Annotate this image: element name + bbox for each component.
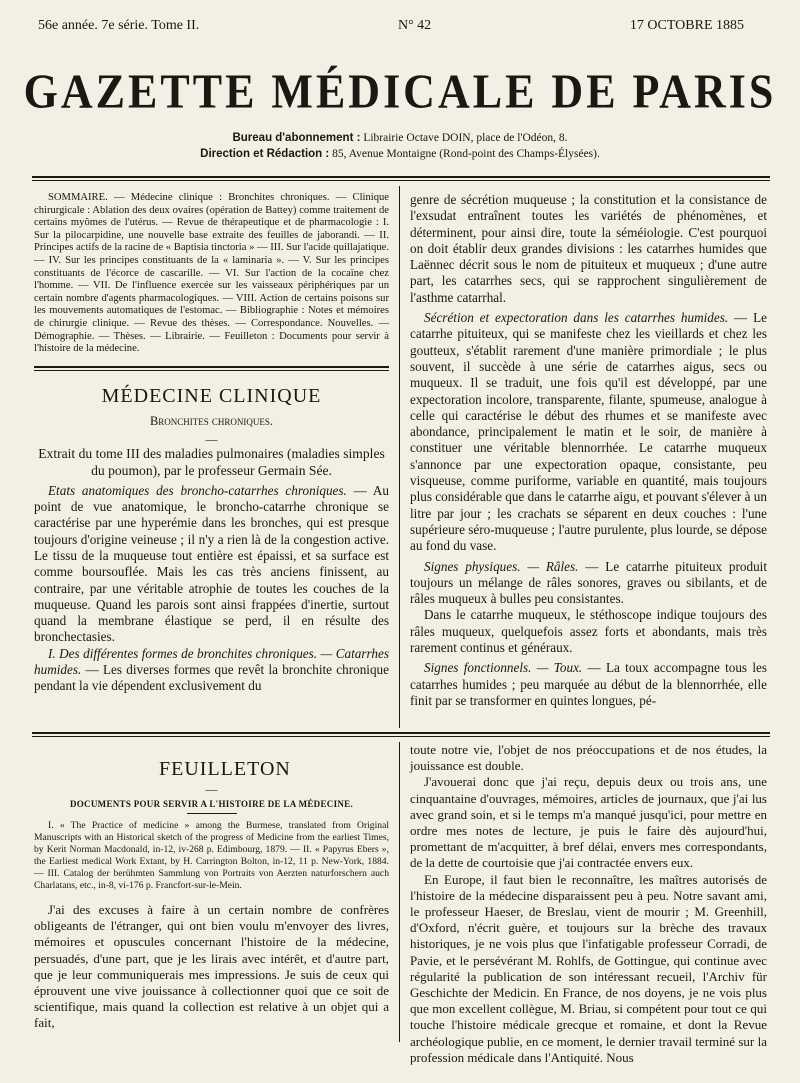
direction-line (0, 148, 800, 160)
clinique-p1-text: — Au point de vue anatomique, le broncho-catarrhe chronique se caractérise par une hyperémie dans les bronches, qui est presque toujours d'origine veineuse ; il n'y a rien là de la congestion active. Le tissu de la muqueuse tout entière est épaissi, et sa surface est comme boursouflée. Mais les cas très anciens finissent, au contraire, par une véritable atrophie de toutes les couches de la muqueuse. Quand les parois sont ainsi frappées d'inertie, surtout quand la membrane élastique se perd, il en résulte des bronchectasies. (34, 482, 390, 645)
masthead-title: GAZETTE MÉDICALE DE PARIS (23, 64, 777, 119)
right-paragraph-3 (410, 559, 767, 608)
clinique-p2-text: — Les diverses formes que revêt la bronchite chronique pendant la vie dépendent exclusivement du (34, 661, 389, 694)
feuilleton-right-paragraph-3: En Europe, il faut bien le reconnaître, les maîtres autorisés de l'histoire de la médecine disparaissent peu à peu. Notre savant ami, le professeur Haeser, de Breslau, vient de mourir ; M. Greenhill, d'Oxford, n'écrit guère, et toujours sur la brèche des travaux historiques, je ne vois plus que l'infatigable professeur Corradi, de Pavie, et le persévérant M. Rohlfs, de Gottingue, qui continue avec régularité la publication de son intéressant recueil, l'Archiv für Geschichte der Medicin. En France, de nos doyens, je ne vois plus que mon excellent collègue, M. Briau, si compétent pour tout ce qui touche l'histoire médicale grecque et romaine, et dont la Revue archéologique publie, en ce moment, le dernier travail terminé sur la profession médicale dans l'Antiquité. Nous (410, 871, 767, 1065)
summary-label: SOMMAIRE. (48, 192, 108, 203)
right-p5-text: — La toux accompagne tous les catarrhes humides ; peu marquée au début de la blennorrhée, elle finit par se transformer en quintes longues, pé- (410, 660, 767, 708)
feuilleton-left (34, 758, 389, 1032)
column-divider-upper (399, 186, 400, 728)
header-rule (32, 176, 770, 178)
bureau-label: Bureau d'abonnement : (232, 132, 361, 144)
feuilleton-right (410, 742, 767, 1066)
clinique-paragraph-1 (34, 483, 389, 646)
feuilleton-right-paragraph-2: J'avouerai donc que j'ai reçu, depuis deux ou trois ans, une cinquantaine d'ouvrages, mémoires, articles de journaux, que j'ai lus avec grand soin, et si le temps m'a manqué jusqu'ici, pour mettre en ordre mes notes de lecture, je puis le faire dès aujourd'hui, promettant de m'acquitter, à bref délai, envers mes correspondants, de la dette de courtoisie que j'ai contractée envers eux. (410, 774, 767, 871)
summary-text: — Médecine clinique : Bronchites chroniques. — Clinique chirurgicale : Ablation des deux ovaires (opération de Battey) comme traitement de certains myômes de l'utérus. — Revue de thérapeutique et de pharmacologie : I. Sur la pilocarpidine, une nouvelle base extraite des feuilles de jaborandi. — II. Principes actifs de la racine de « Baptisia tinctoria » — III. Sur l'acide quillajatique. — IV. Sur les principes constituants de la « laminaria ». — V. Sur les principes constituants de l'écorce de cascarille. — VI. Sur l'action de la cocaïne chez l'homme. — VII. De l'influence exercée sur les vaisseaux périphériques par un certain nombre d'agents pharmacologiques. — VIII. Action de certains poisons sur les mouvements automatiques de l'estomac. — Bibliographie : Notes et mémoires de chirurgie clinique. — Revue des thèses. — Correspondance. Nouvelles. — Démographie. — Thèses. — Librairie. — Feuilleton : Documents pour servir à l'histoire de la médecine. (34, 192, 389, 355)
summary (34, 192, 389, 356)
feuilleton-short-rule (187, 813, 237, 814)
clinique-p1-lead: Etats anatomiques des broncho-catarrhes chroniques. (48, 482, 347, 498)
feuilleton-right-paragraph-1: toute notre vie, l'objet de nos préoccupations et de nos études, la jouissance est double. (410, 742, 767, 774)
right-p2-lead: Sécrétion et expectoration dans les catarrhes humides. (424, 310, 729, 326)
right-paragraph-2 (410, 310, 767, 554)
right-p5-lead: Signes fonctionnels. — Toux. (424, 660, 583, 676)
bureau-text: Librairie Octave DOIN, place de l'Odéon, 8. (363, 132, 568, 144)
section-title: MÉDECINE CLINIQUE (101, 384, 322, 407)
issue-number: N° 42 (397, 18, 432, 33)
feuilleton-subtitle: DOCUMENTS POUR SERVIR A L'HISTOIRE DE LA MÉDECINE. (69, 799, 354, 809)
feuilleton-bibliography: I. « The Practice of medicine » among the Burmese, translated from Original Manuscripts with an Historical sketch of the progress of Medicine from the earliest Times, by Kerit Norman Macdonald, in-12, iv-268 p. Edimbourg, 1879. — II. « Papyrus Ebers », the Earliest medical Work Extant, by H. Carrington Bolton, in-12, 11 p. New-York, 1884. — III. Catalog der berühmten Sammlung von Portraits von Aerzten naturforschern auch Charlatans, etc., in-8, vi-176 p. Francfort-sur-le-Mein. (34, 820, 389, 891)
feuilleton-rule (32, 732, 770, 734)
feuilleton-paragraph-1: J'ai des excuses à faire à un certain nombre de confrères obligeants de l'étranger, qui ont bien voulu m'envoyer des livres, mémoires et opuscules concernant l'histoire de la médecine, persuadés, d'une part, que je les lirais avec intérêt, et d'autre part, que je leur communiquerais mes impressions. Je suis de ceux qui éprouvent une vive jouissance à collectionner quoi que ce soit de scientifique, mais quand la collection est relative à un objet qui a fait, (34, 902, 389, 1031)
right-p3-lead: Signes physiques. — Râles. (424, 558, 579, 574)
feuilleton-dash: — (205, 782, 218, 796)
feuilleton-rule-thin (32, 736, 770, 737)
direction-label: Direction et Rédaction : (200, 148, 330, 160)
extrait-line: Extrait du tome III des maladies pulmonaires (maladies simples du poumon), par le professeur Germain Sée. (38, 445, 385, 478)
right-p2-text: — Le catarrhe pituiteux, qui se manifeste chez les vieillards et chez les goutteux, s'établit rarement d'une manière primordiale ; le plus souvent, il succède à une série de catarrhes aigus, secs ou muqueux. Il se traduit, une fois qu'il est développé, par une expectoration incolore, transparente, filante, spumeuse, analogue à celle qui caractérise le début des rhumes et se manifeste avec abondance, principalement le matin et le soir, de manière à constituer une véritable blennorrhée. Le catarrhe muqueux s'annonce par une expectoration opaque, consistante, peu visqueuse, comme puriforme, variable en quantité, mais toujours plus considérable que dans le catarrhe aigu, et pouvant s'élever à un litre par jour ; les crachats se séparent en deux couches : l'une supérieure séro-muqueuse ; l'autre purulente, plus lourde, se dépose au fond du vase. (410, 310, 767, 554)
right-p3-text: — Le catarrhe pituiteux produit toujours un mélange de râles sonores, graves ou sibilants, et de râles muqueux à bulles peu consistantes. (410, 558, 768, 607)
issue-info: 56e année. 7e série. Tome II. (38, 18, 200, 33)
right-paragraph-4: Dans le catarrhe muqueux, le stéthoscope indique toujours des râles muqueux, quelquefois assez forts et abondants, mais très rarement continus et généraux. (410, 607, 767, 656)
right-column-upper (410, 192, 767, 709)
clinique-paragraph-2 (34, 646, 389, 695)
direction-text: 85, Avenue Montaigne (Rond-point des Champs-Élysées). (332, 148, 600, 160)
feuilleton-title: FEUILLETON (159, 758, 291, 780)
issue-line (38, 18, 744, 34)
left-column-upper (34, 192, 389, 695)
bureau-line (0, 132, 800, 144)
issue-date: 17 OCTOBRE 1885 (629, 18, 744, 33)
right-paragraph-1: genre de sécrétion muqueuse ; la constitution et la consistance de l'exsudat entraînent toutes les variétés de phénomènes, et déterminent, pour ainsi dire, toute la séméiologie. C'est pourquoi on doit établir deux grandes divisions : les catarrhes humides que Laënnec décrit sous le nom de pituiteux et muqueux ; d'une autre part, les catarrhes secs, qui se rapprochent singulièrement de l'asthme catarrhal. (410, 192, 767, 305)
header-rule-thin (32, 180, 770, 181)
section-subtitle: Bronchites chroniques. (149, 413, 274, 428)
dash-separator: — (205, 431, 218, 446)
summary-rule (34, 366, 389, 371)
clinique-p2-lead: I. Des différentes formes de bronchites chroniques. — Catarrhes humides. (34, 645, 389, 677)
right-paragraph-5 (410, 660, 767, 709)
column-divider-lower (399, 742, 400, 1042)
